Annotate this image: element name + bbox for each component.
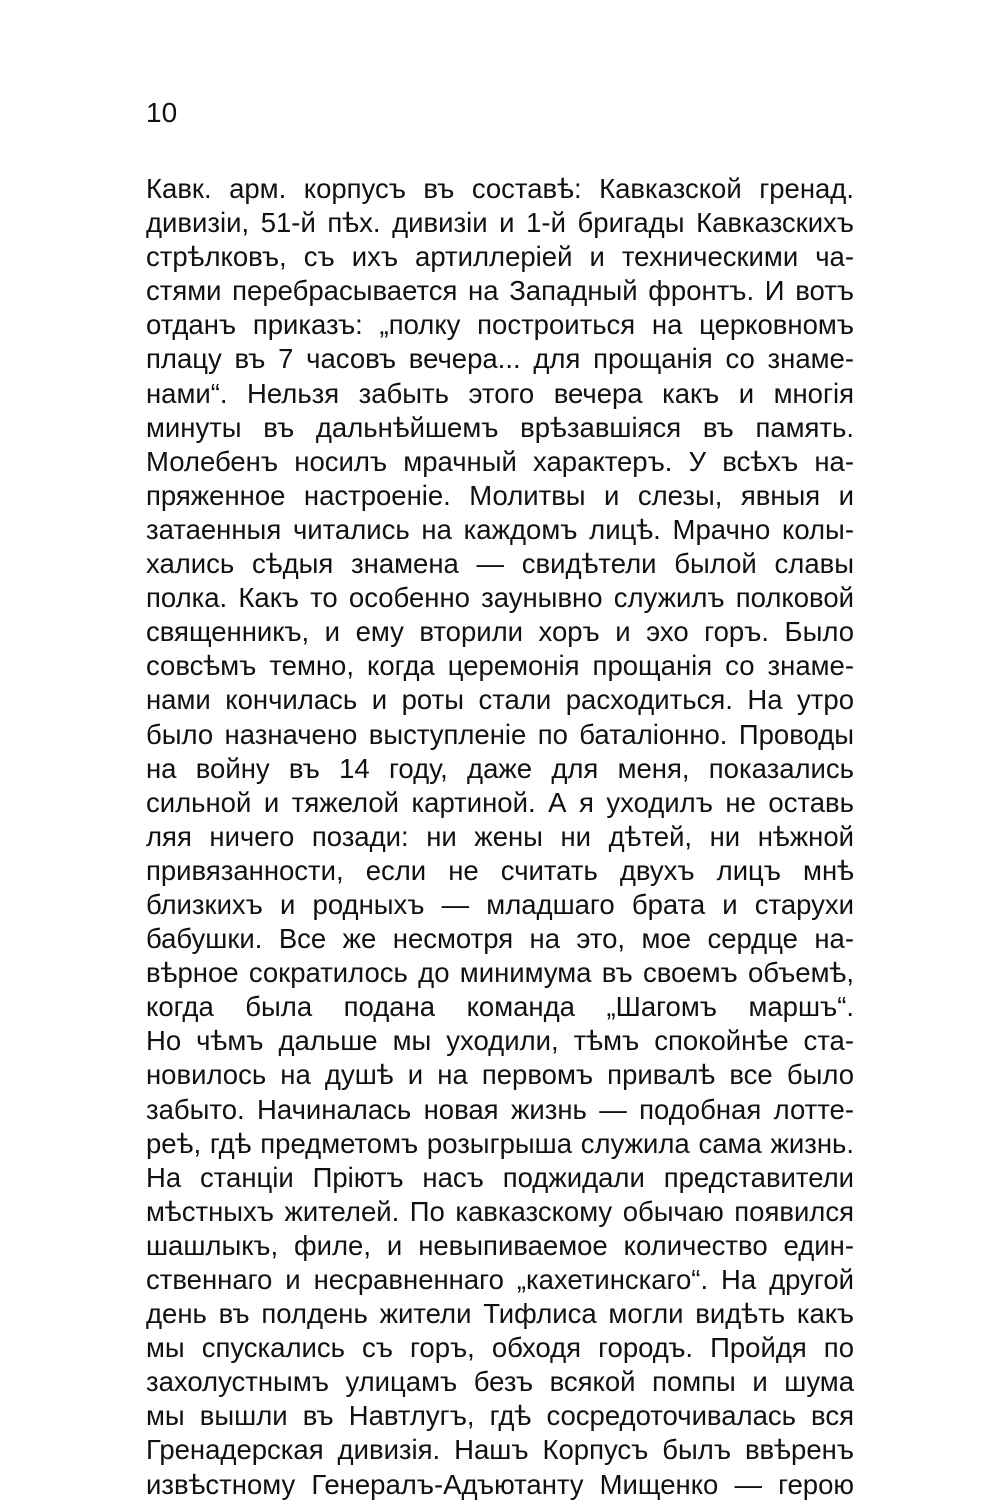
text-line: Но чѣмъ дальше мы уходили, тѣмъ спокойнѣе ста- — [146, 1025, 854, 1057]
text-line: близкихъ и родныхъ — младшаго брата и старухи — [146, 888, 854, 920]
text-line: священникъ, и ему вторили хоръ и эхо горъ. Было — [146, 616, 854, 648]
text-line: плацу въ 7 часовъ вечера... для прощанія со знаме- — [146, 343, 854, 375]
text-line: совсѣмъ темно, когда церемонія прощанія со знаме- — [146, 650, 854, 682]
text-line: стями перебрасывается на Западный фронтъ. И вотъ — [146, 275, 854, 307]
text-line: нами“. Нельзя забыть этого вечера какъ и многія — [146, 377, 854, 409]
text-line: мѣстныхъ жителей. По кавказскому обычаю появился — [146, 1195, 854, 1227]
text-line: забыто. Начиналась новая жизнь — подобная лотте- — [146, 1093, 854, 1125]
text-line: мы вышли въ Навтлугъ, гдѣ сосредоточивалась вся — [146, 1400, 854, 1432]
text-line: дивизіи, 51-й пѣх. дивизіи и 1-й бригады Кавказскихъ — [146, 207, 854, 239]
text-line: стрѣлковъ, съ ихъ артиллеріей и техническими ча- — [146, 241, 854, 273]
page-text — [146, 172, 854, 1502]
text-line: привязанности, если не считать двухъ лицъ мнѣ — [146, 854, 854, 886]
text-line: на войну въ 14 году, даже для меня, показались — [146, 752, 854, 784]
text-line: мы спускались съ горъ, обходя городъ. Пройдя по — [146, 1332, 854, 1364]
text-line: Кавк. арм. корпусъ въ составѣ: Кавказской гренад. — [146, 173, 854, 204]
text-line: ственнаго и несравненнаго „кахетинскаго“. На другой — [146, 1264, 854, 1295]
text-line: новилось на душѣ и на первомъ привалѣ все было — [146, 1059, 854, 1091]
text-line: шашлыкъ, филе, и невыпиваемое количество един- — [146, 1229, 854, 1261]
text-line: полка. Какъ то особенно заунывно служилъ полковой — [146, 582, 854, 614]
text-line: бабушки. Все же несмотря на это, мое сердце на- — [146, 923, 854, 955]
text-line: захолустнымъ улицамъ безъ всякой помпы и шума — [146, 1366, 854, 1398]
text-line: Гренадерская дивизія. Нашъ Корпусъ былъ ввѣренъ — [146, 1434, 854, 1466]
text-line: было назначено выступленіе по баталіонно. Проводы — [146, 718, 854, 750]
text-line: затаенныя читались на каждомъ лицѣ. Мрачно колы- — [146, 513, 854, 545]
text-line: вѣрное сократилось до минимума въ своемъ объемѣ, — [146, 957, 854, 989]
text-line: день въ полдень жители Тифлиса могли видѣть какъ — [146, 1298, 854, 1330]
text-line: хались сѣдыя знамена — свидѣтели былой славы — [146, 548, 854, 580]
text-line: реѣ, гдѣ предметомъ розыгрыша служила сама жизнь. — [146, 1127, 854, 1159]
page-number: 10 — [146, 97, 178, 128]
text-line: Молебенъ носилъ мрачный характеръ. У всѣхъ на- — [146, 445, 854, 477]
text-line: нами кончилась и роты стали расходиться. На утро — [146, 684, 854, 716]
text-line: пряженное настроеніе. Молитвы и слезы, явныя и — [146, 479, 854, 511]
text-line: минуты въ дальнѣйшемъ врѣзавшіяся въ память. — [146, 411, 854, 443]
text-line: отданъ приказъ: „полку построиться на церковномъ — [146, 309, 854, 341]
text-line: сильной и тяжелой картиной. А я уходилъ не оставь — [146, 786, 854, 818]
text-line: когда была подана команда „Шагомъ маршъ“. — [146, 991, 854, 1023]
text-line: извѣстному Генералъ-Адъютанту Мищенко — герою — [146, 1468, 854, 1500]
text-line: ляя ничего позади: ни жены ни дѣтей, ни нѣжной — [146, 820, 854, 852]
text-line: На станціи Пріютъ насъ поджидали представители — [146, 1161, 854, 1193]
